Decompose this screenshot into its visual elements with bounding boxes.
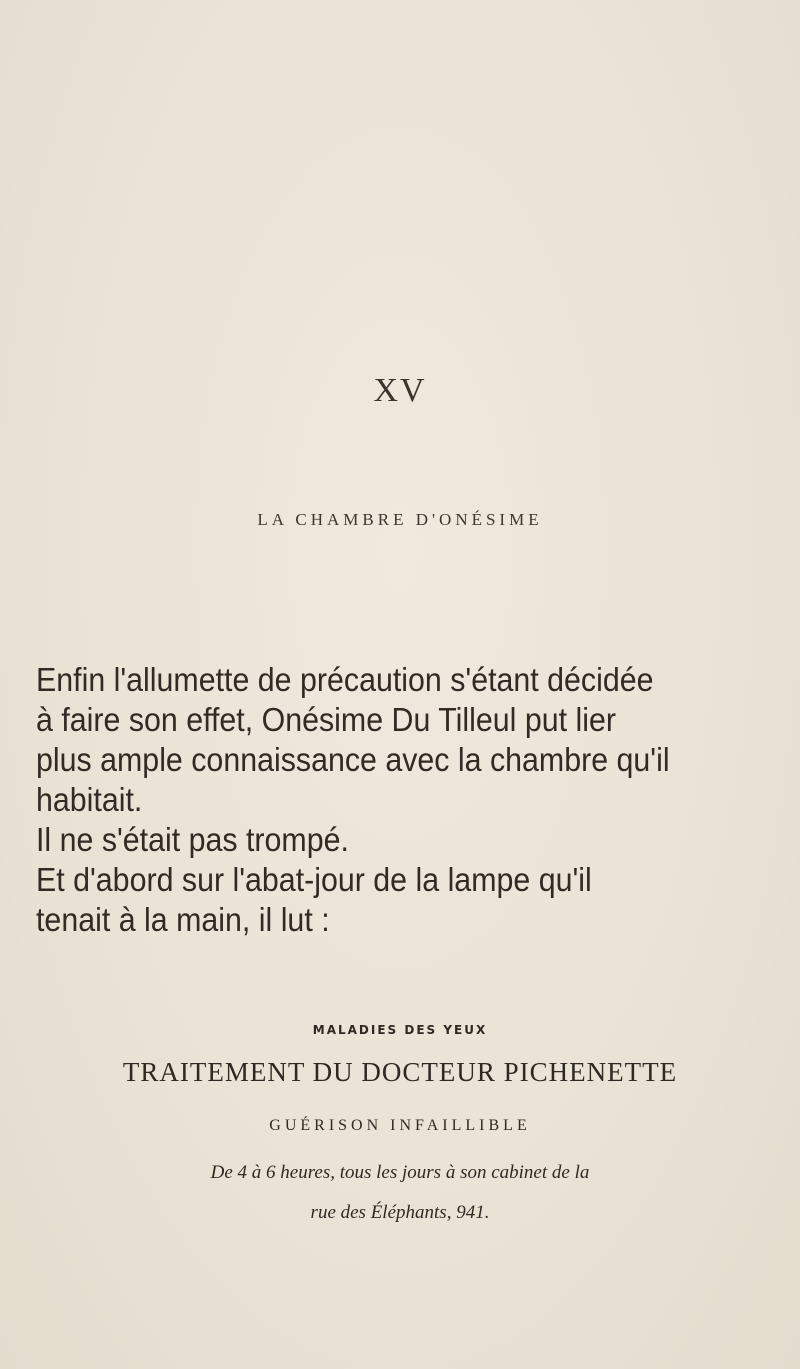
- chapter-number: XV: [373, 372, 427, 409]
- text-line: à faire son effet, Onésime Du Tilleul put lier: [36, 701, 616, 738]
- text-line: habitait.: [36, 781, 143, 818]
- text-line: tenait à la main, il lut :: [36, 901, 330, 938]
- chapter-title: LA CHAMBRE D'ONÉSIME: [257, 510, 543, 529]
- ad-hours: De 4 à 6 heures, tous les jours à son cabinet de la: [210, 1162, 590, 1183]
- ad-heading: MALADIES DES YEUX: [312, 1023, 488, 1037]
- ad-guerison: GUÉRISON INFAILLIBLE: [269, 1117, 531, 1134]
- ad-address: rue des Éléphants, 941.: [310, 1202, 490, 1223]
- body-text: [36, 660, 671, 940]
- text-line: Il ne s'était pas trompé.: [36, 821, 349, 858]
- text-line: Et d'abord sur l'abat-jour de la lampe qu'il: [36, 861, 592, 898]
- text-line: plus ample connaissance avec la chambre qu'il: [36, 741, 670, 778]
- ad-treatment: TRAITEMENT DU DOCTEUR PICHENETTE: [122, 1057, 678, 1087]
- text-line: Enfin l'allumette de précaution s'étant décidée: [36, 661, 654, 698]
